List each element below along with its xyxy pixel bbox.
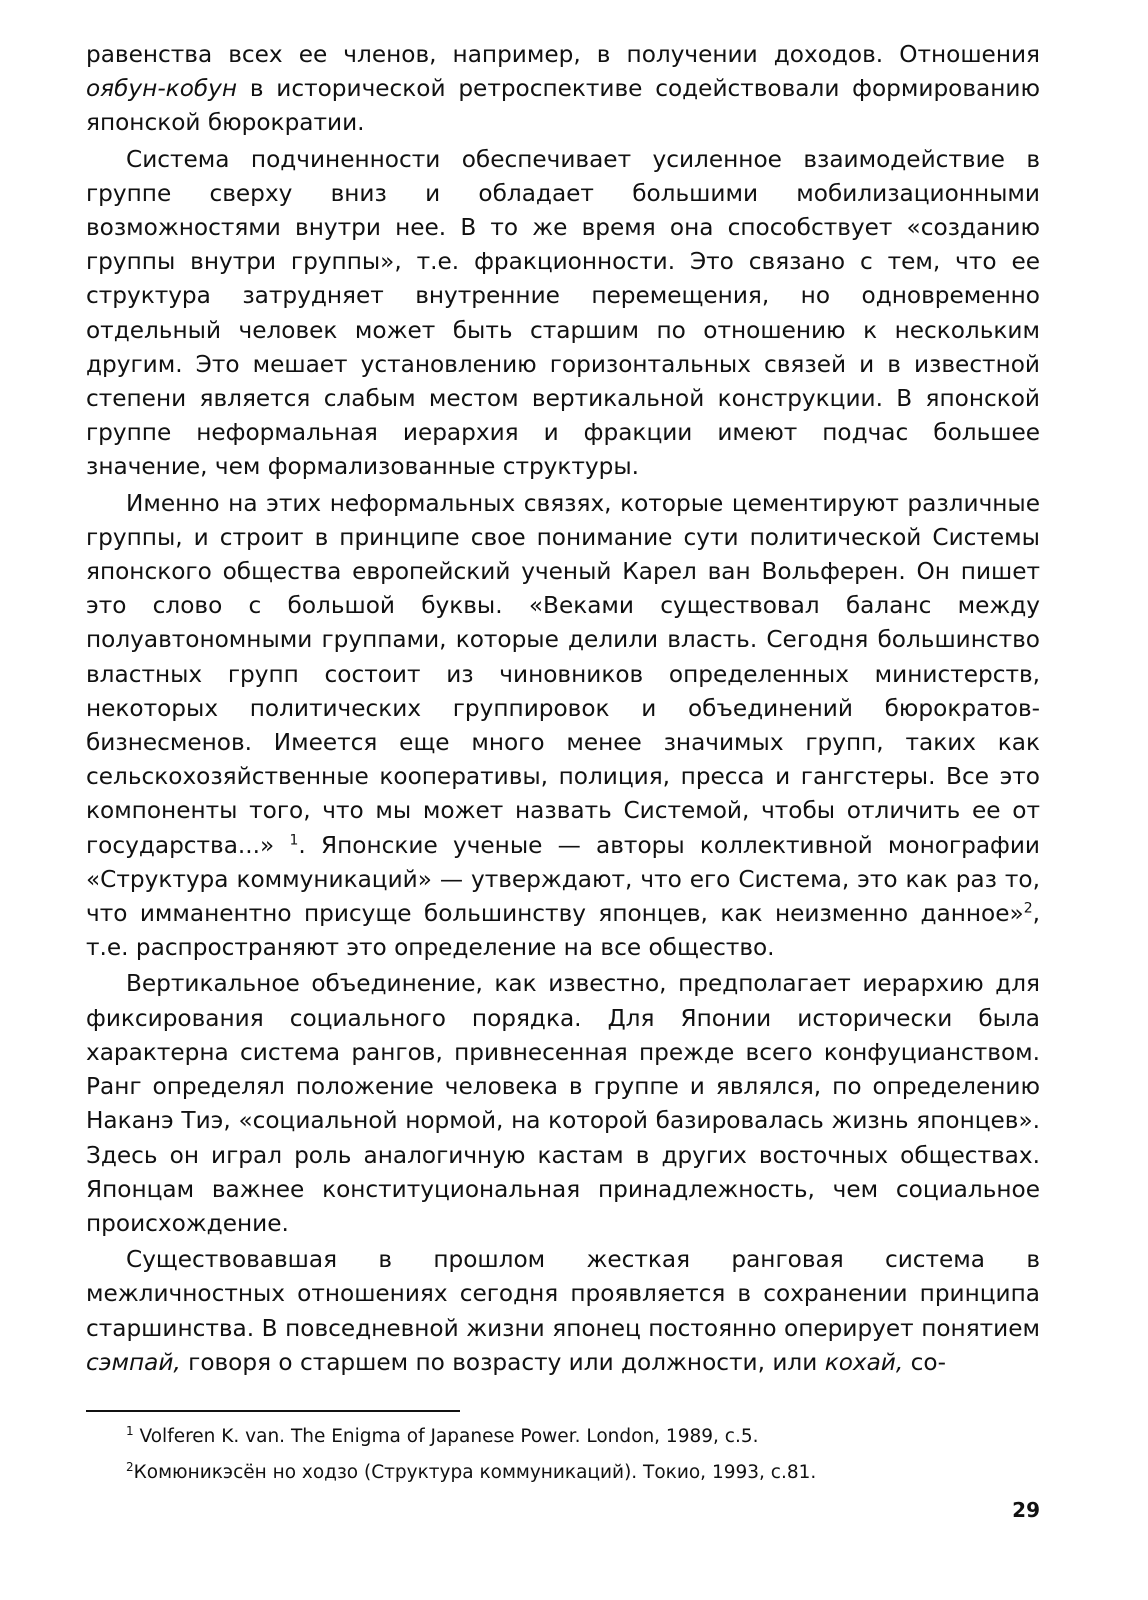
text-run: Именно на этих неформальных связях, которые цементируют различные группы, и строит в принципе свое понимание сути политической Системы японского общества европейский ученый Карел ван Вольферен. Он пишет это слово с большой буквы. «Веками существовал баланс между полуавтономными группами, которые делили власть. Сегодня большинство властных групп состоит из чиновников определенных министерств, некоторых политических группировок и объединений бюрократов-бизнесменов. Имеется еще много менее значимых групп, таких как сельскохозяйственные кооперативы, полиция, пресса и гангстеры. Все это компоненты того, что мы может назвать Системой, чтобы отличить ее от государства...» [86,489,1040,859]
italic-term: сэмпай, [86,1348,181,1376]
footnote-1 [126,1424,1036,1450]
paragraph-4 [86,967,1040,1241]
text-run: со- [903,1348,946,1376]
footnotes [126,1424,1036,1496]
italic-term: кохай, [824,1348,904,1376]
footnote-text: Комюникэсён но ходзо (Структура коммуникаций). Токио, 1993, с.81. [133,1462,817,1483]
text-run: Вертикальное объединение, как известно, предполагает иерархию для фиксирования социального порядка. Для Японии исторически была характерна система рангов, привнесенная прежде всего конфуцианством. Ранг определял положение человека в группе и являлся, по определению Наканэ Тиэ, «социальной нормой, на которой базировалась жизнь японцев». Здесь он играл роль аналогичную кастам в других восточных обществах. Японцам важнее конституциональная принадлежность, чем социальное происхождение. [86,970,1040,1237]
footnote-ref-2[interactable]: 2 [1023,900,1033,917]
footnote-ref-1[interactable]: 1 [289,831,299,848]
text-run: Существовавшая в прошлом жесткая ранговая система в межличностных отношениях сегодня проявляется в сохранении принципа старшинства. В повседневной жизни японец постоянно оперирует понятием [86,1246,1040,1342]
page-number: 29 [1012,1498,1040,1522]
footnote-text: Volferen K. van. The Enigma of Japanese Power. London, 1989, c.5. [133,1426,759,1447]
paragraph-3 [86,487,1040,966]
footnote-2 [126,1460,1036,1486]
main-text [86,38,1040,1380]
text-run: говоря о старшем по возрасту или должности, или [180,1348,825,1376]
text-run: . Японские ученые — авторы коллективной монографии «Структура коммуникаций» — утверждают, что его Система, это как раз то, что имманентно присуще большинству японцев, как неизменно данное» [86,831,1040,928]
paragraph-5 [86,1243,1040,1380]
italic-term: оябун-кобун [86,75,238,103]
text-run: равенства всех ее членов, например, в получении доходов. Отношения [86,41,1040,68]
footnote-divider [86,1410,460,1412]
paragraph-1 [86,38,1040,141]
footnote-number: 1 [126,1423,134,1438]
text-run: , т.е. распространяют это определение на все общество. [86,900,1040,962]
text-run: в исторической ретроспективе содействовали формированию японской бюрократии. [86,75,1040,137]
paragraph-2 [86,143,1040,485]
text-run: Система подчиненности обеспечивает усиленное взаимодействие в группе сверху вниз и обладает большими мобилизационными возможностями внутри нее. В то же время она способствует «созданию группы внутри группы», т.е. фракционности. Это связано с тем, что ее структура затрудняет внутренние перемещения, но одновременно отдельный человек может быть старшим по отношению к нескольким другим. Это мешает установлению горизонтальных связей и в известной степени является слабым местом вертикальной конструкции. В японской группе неформальная иерархия и фракции имеют подчас большее значение, чем формализованные структуры. [86,145,1040,481]
footnote-number: 2 [126,1459,134,1474]
